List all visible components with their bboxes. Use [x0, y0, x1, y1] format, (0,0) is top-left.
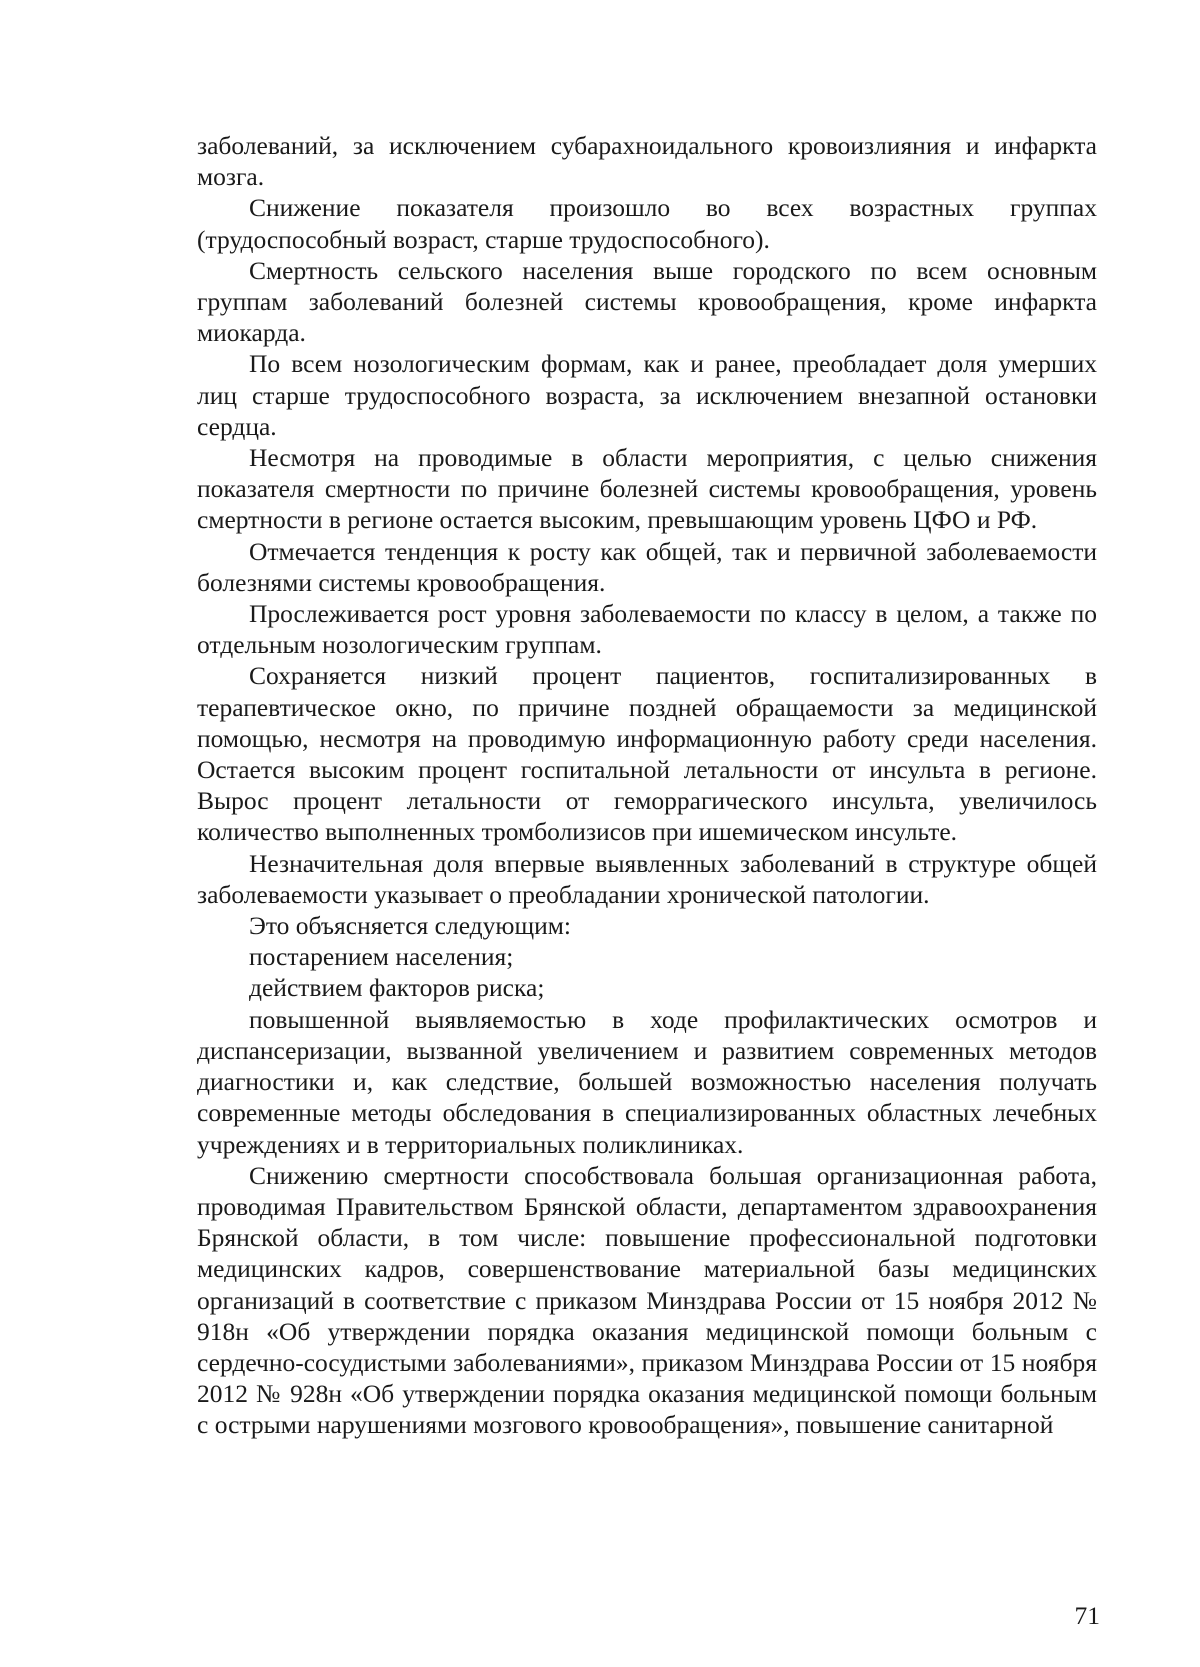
paragraph: Прослеживается рост уровня заболеваемости по классу в целом, а также по отдельным нозологическим группам.: [197, 599, 1097, 660]
paragraph: Сохраняется низкий процент пациентов, госпитализированных в терапевтическое окно, по причине поздней обращаемости за медицинской помощью, несмотря на проводимую информационную работу среди населения. Остается высоким процент госпитальной летальности от инсульта в регионе. Вырос процент летальности от геморрагического инсульта, увеличилось количество выполненных тромболизисов при ишемическом инсульте.: [197, 661, 1097, 847]
list-item: повышенной выявляемостью в ходе профилактических осмотров и диспансеризации, вызванной увеличением и развитием современных методов диагностики и, как следствие, большей возможностью населения получать современные методы обследования в специализированных областных лечебных учреждениях и в территориальных поликлиниках.: [197, 1004, 1097, 1159]
paragraph: Отмечается тенденция к росту как общей, так и первичной заболеваемости болезнями системы кровообращения.: [197, 536, 1097, 597]
page-number: 71: [1074, 1601, 1100, 1630]
paragraph: Снижение показателя произошло во всех возрастных группах (трудоспособный возраст, старше трудоспособного).: [197, 193, 1097, 254]
paragraph: Несмотря на проводимые в области мероприятия, с целью снижения показателя смертности по причине болезней системы кровообращения, уровень смертности в регионе остается высоким, превышающим уровень ЦФО и РФ.: [197, 443, 1097, 535]
paragraph: Незначительная доля впервые выявленных заболеваний в структуре общей заболеваемости указывает о преобладании хронической патологии.: [197, 848, 1097, 909]
paragraph-continuation: заболеваний, за исключением субарахноидального кровоизлияния и инфаркта мозга.: [197, 131, 1097, 192]
body-text: [197, 130, 1097, 1441]
paragraph: По всем нозологическим формам, как и ранее, преобладает доля умерших лиц старше трудоспособного возраста, за исключением внезапной остановки сердца.: [197, 349, 1097, 441]
list-item: постарением населения;: [249, 942, 514, 972]
paragraph: Это объясняется следующим:: [249, 911, 571, 941]
paragraph: Снижению смертности способствовала большая организационная работа, проводимая Правительством Брянской области, департаментом здравоохранения Брянской области, в том числе: повышение профессиональной подготовки медицинских кадров, совершенствование материальной базы медицинских организаций в соответствие с приказом Минздрава России от 15 ноября 2012 № 918н «Об утверждении порядка оказания медицинской помощи больным с сердечно-сосудистыми заболеваниями», приказом Минздрава России от 15 ноября 2012 № 928н «Об утверждении порядка оказания медицинской помощи больным с острыми нарушениями мозгового кровообращения», повышение санитарной: [197, 1160, 1097, 1440]
paragraph: Смертность сельского населения выше городского по всем основным группам заболеваний болезней системы кровообращения, кроме инфаркта миокарда.: [197, 255, 1097, 348]
list-item: действием факторов риска;: [249, 973, 545, 1003]
